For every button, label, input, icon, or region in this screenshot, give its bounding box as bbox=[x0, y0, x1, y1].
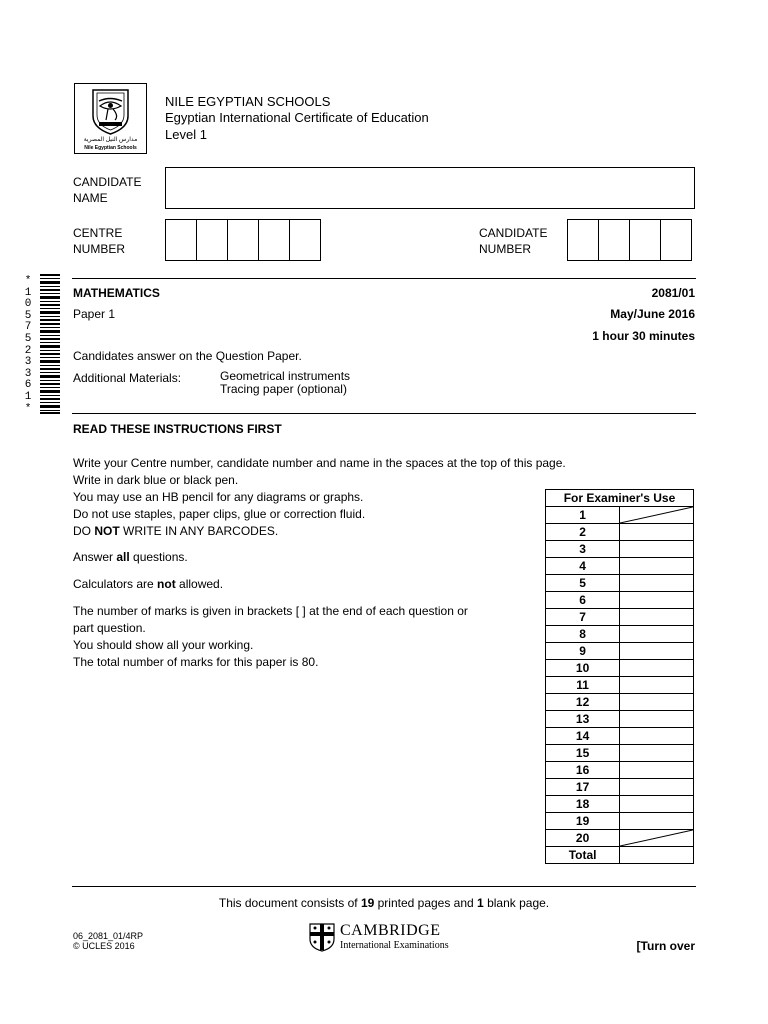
examiner-row bbox=[546, 711, 694, 728]
examiner-row bbox=[546, 558, 694, 575]
candidate-number-cell[interactable] bbox=[629, 219, 661, 261]
total-label: Total bbox=[546, 847, 620, 864]
examiner-row bbox=[546, 643, 694, 660]
mark-cell[interactable] bbox=[620, 558, 694, 575]
cambridge-crest-icon bbox=[309, 923, 335, 952]
turn-over: [Turn over bbox=[636, 939, 695, 953]
question-number: 12 bbox=[546, 694, 620, 711]
mark-cell[interactable] bbox=[620, 677, 694, 694]
total-cell[interactable] bbox=[620, 847, 694, 864]
question-number: 9 bbox=[546, 643, 620, 660]
candidate-number-cell[interactable] bbox=[660, 219, 692, 261]
mark-cell[interactable] bbox=[620, 626, 694, 643]
diagonal-strike bbox=[620, 507, 693, 523]
mark-cell[interactable] bbox=[620, 813, 694, 830]
school-logo bbox=[74, 83, 147, 154]
examiner-row bbox=[546, 524, 694, 541]
school-name: NILE EGYPTIAN SCHOOLS bbox=[165, 94, 331, 109]
logo-caption-arabic: مدارس النيل المصرية bbox=[83, 137, 138, 143]
question-number: 17 bbox=[546, 779, 620, 796]
question-number: 16 bbox=[546, 762, 620, 779]
examiner-row bbox=[546, 677, 694, 694]
mark-cell[interactable] bbox=[620, 643, 694, 660]
mark-cell[interactable] bbox=[620, 592, 694, 609]
examiner-row bbox=[546, 660, 694, 677]
question-number: 14 bbox=[546, 728, 620, 745]
centre-number-field[interactable] bbox=[165, 219, 321, 261]
instruction-answer-all: Answer all questions. bbox=[73, 550, 188, 564]
centre-number-cell[interactable] bbox=[165, 219, 197, 261]
paper-code: 2081/01 bbox=[651, 286, 695, 300]
question-number: 1 bbox=[546, 507, 620, 524]
examiner-row bbox=[546, 541, 694, 558]
mark-cell[interactable] bbox=[620, 762, 694, 779]
question-number: 6 bbox=[546, 592, 620, 609]
candidate-number-label: CANDIDATE NUMBER bbox=[479, 226, 548, 256]
examiner-table-heading: For Examiner's Use bbox=[546, 490, 694, 507]
subject: MATHEMATICS bbox=[73, 286, 160, 300]
centre-number-cell[interactable] bbox=[258, 219, 290, 261]
mark-cell[interactable] bbox=[620, 796, 694, 813]
divider bbox=[72, 278, 696, 279]
question-number: 7 bbox=[546, 609, 620, 626]
page-count-note: This document consists of 19 printed pages and 1 blank page. bbox=[218, 896, 550, 910]
session: May/June 2016 bbox=[610, 307, 695, 321]
examiner-row bbox=[546, 779, 694, 796]
examiner-row bbox=[546, 609, 694, 626]
question-number: 11 bbox=[546, 677, 620, 694]
instruction-marks: The number of marks is given in brackets [ ] at the end of each question or part question. You should show all your working. The total number of marks for this paper is 80. bbox=[73, 604, 468, 669]
examiner-row bbox=[546, 592, 694, 609]
mark-cell[interactable] bbox=[620, 575, 694, 592]
question-number: 5 bbox=[546, 575, 620, 592]
diagonal-strike bbox=[620, 830, 693, 846]
examiner-row bbox=[546, 830, 694, 847]
question-number: 19 bbox=[546, 813, 620, 830]
document-ref: 06_2081_01/4RP © UCLES 2016 bbox=[73, 931, 144, 951]
candidate-number-cell[interactable] bbox=[598, 219, 630, 261]
examiner-row bbox=[546, 694, 694, 711]
question-number: 10 bbox=[546, 660, 620, 677]
mark-cell[interactable] bbox=[620, 830, 694, 847]
instruction-calculators: Calculators are not allowed. bbox=[73, 577, 224, 591]
question-number: 13 bbox=[546, 711, 620, 728]
question-number: 18 bbox=[546, 796, 620, 813]
divider bbox=[72, 886, 696, 887]
answer-note: Candidates answer on the Question Paper. bbox=[73, 349, 302, 363]
mark-cell[interactable] bbox=[620, 609, 694, 626]
examiner-table bbox=[545, 489, 694, 864]
instructions-block: Write your Centre number, candidate number and name in the spaces at the top of this page. Write in dark blue or black pen. You may use an HB pencil for any diagrams or graphs. Do not use staples, paper clips, glue or correction fluid. DO NOT WRITE IN ANY BARCODES. bbox=[73, 456, 566, 538]
centre-number-cell[interactable] bbox=[227, 219, 259, 261]
examiner-row bbox=[546, 762, 694, 779]
divider bbox=[72, 413, 696, 414]
candidate-number-cell[interactable] bbox=[567, 219, 599, 261]
examiner-row bbox=[546, 507, 694, 524]
mark-cell[interactable] bbox=[620, 779, 694, 796]
level: Level 1 bbox=[165, 127, 207, 142]
examiner-row bbox=[546, 728, 694, 745]
examiner-row bbox=[546, 575, 694, 592]
candidate-name-label: CANDIDATE NAME bbox=[73, 175, 142, 205]
centre-number-label: CENTRE NUMBER bbox=[73, 226, 126, 256]
mark-cell[interactable] bbox=[620, 524, 694, 541]
question-number: 2 bbox=[546, 524, 620, 541]
barcode-digits: * 1 0 5 7 5 2 3 3 6 1 * bbox=[24, 275, 32, 415]
centre-number-cell[interactable] bbox=[196, 219, 228, 261]
examiner-row bbox=[546, 626, 694, 643]
cambridge-wordmark: CAMBRIDGE bbox=[340, 922, 441, 939]
question-number: 3 bbox=[546, 541, 620, 558]
cambridge-subtitle: International Examinations bbox=[340, 940, 449, 951]
materials-label: Additional Materials: bbox=[73, 371, 182, 385]
logo-caption: Nile Egyptian Schools bbox=[84, 145, 137, 151]
centre-number-cell[interactable] bbox=[289, 219, 321, 261]
mark-cell[interactable] bbox=[620, 694, 694, 711]
materials-list: Geometrical instruments Tracing paper (optional) bbox=[220, 369, 351, 396]
mark-cell[interactable] bbox=[620, 728, 694, 745]
examiner-row bbox=[546, 796, 694, 813]
candidate-name-field[interactable] bbox=[165, 167, 695, 209]
mark-cell[interactable] bbox=[620, 745, 694, 762]
mark-cell[interactable] bbox=[620, 507, 694, 524]
question-number: 20 bbox=[546, 830, 620, 847]
certificate-title: Egyptian International Certificate of Education bbox=[165, 110, 429, 125]
examiner-row bbox=[546, 745, 694, 762]
candidate-number-field[interactable] bbox=[567, 219, 692, 261]
instructions-heading: READ THESE INSTRUCTIONS FIRST bbox=[73, 422, 282, 436]
mark-cell[interactable] bbox=[620, 660, 694, 677]
mark-cell[interactable] bbox=[620, 541, 694, 558]
barcode bbox=[40, 274, 60, 414]
duration: 1 hour 30 minutes bbox=[592, 329, 695, 343]
paper-number: Paper 1 bbox=[73, 307, 116, 321]
examiner-total-row bbox=[546, 847, 694, 864]
examiner-row bbox=[546, 813, 694, 830]
mark-cell[interactable] bbox=[620, 711, 694, 728]
question-number: 8 bbox=[546, 626, 620, 643]
question-number: 15 bbox=[546, 745, 620, 762]
question-number: 4 bbox=[546, 558, 620, 575]
